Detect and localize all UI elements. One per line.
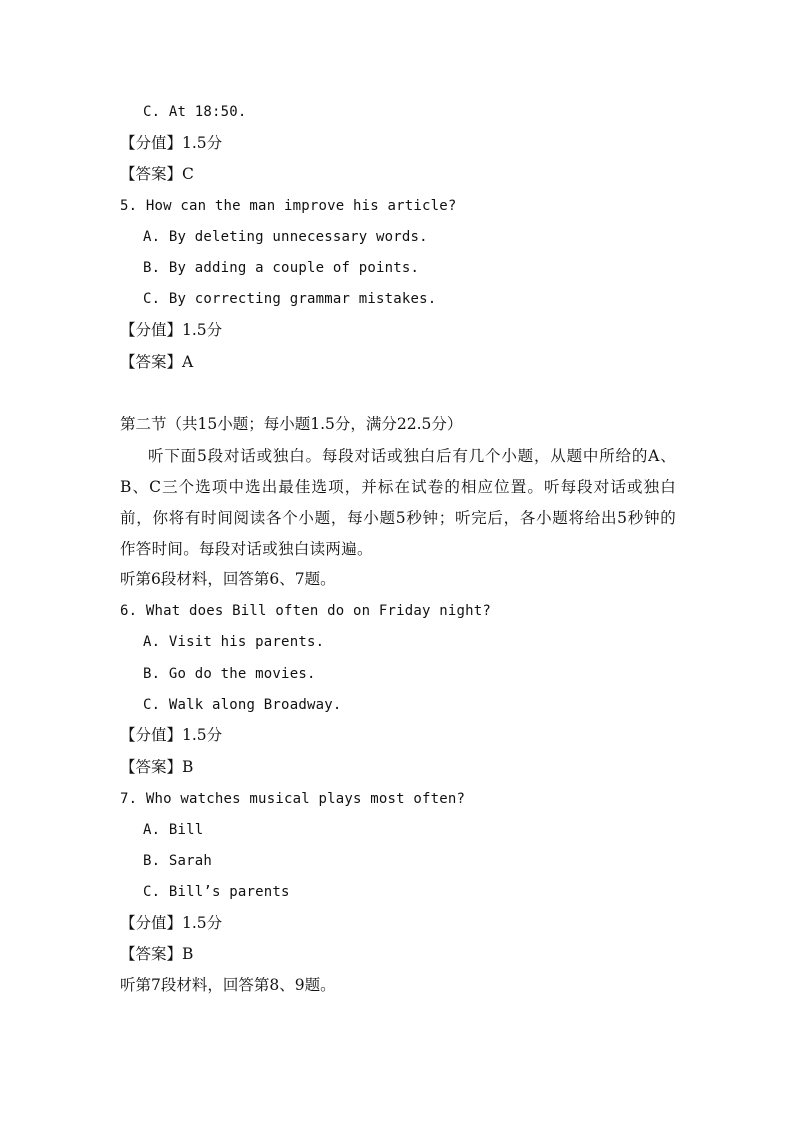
section2-heading: 第二节（共15小题；每小题1.5分，满分22.5分） (120, 415, 463, 433)
q4-option-c: C. At 18:50. (143, 104, 247, 120)
q7-answer: 【答案】B (120, 945, 194, 963)
q6-option-b: B. Go do the movies. (143, 666, 316, 682)
q7-score: 【分值】1.5分 (120, 914, 223, 932)
q7-option-a: A. Bill (143, 822, 204, 838)
q5-question: 5. How can the man improve his article? (120, 198, 457, 214)
q5-option-a: A. By deleting unnecessary words. (143, 229, 428, 245)
section2-instructions: 听下面5段对话或独白。每段对话或独白后有几个小题，从题中所给的A、B、C三个选项中选出最佳选项，并标在试卷的相应位置。听每段对话或独白前，你将有时间阅读各个小题，每小题5秒钟；听完后，各小题将给出5秒钟的作答时间。每段对话或独白读两遍。 (120, 447, 676, 558)
q6-score: 【分值】1.5分 (120, 726, 223, 744)
q5-option-b: B. By adding a couple of points. (143, 260, 420, 276)
q6-option-a: A. Visit his parents. (143, 634, 325, 650)
q6-option-c: C. Walk along Broadway. (143, 697, 342, 713)
q7-option-b: B. Sarah (143, 853, 213, 869)
q5-answer: 【答案】A (120, 353, 194, 371)
q7-question: 7. Who watches musical plays most often? (120, 791, 466, 807)
q4-answer: 【答案】C (120, 165, 194, 183)
material6-heading: 听第6段材料，回答第6、7题。 (120, 570, 336, 588)
q4-score: 【分值】1.5分 (120, 134, 223, 152)
q5-option-c: C. By correcting grammar mistakes. (143, 291, 437, 307)
q6-answer: 【答案】B (120, 758, 194, 776)
q7-option-c: C. Bill’s parents (143, 884, 290, 900)
q6-question: 6. What does Bill often do on Friday night? (120, 603, 492, 619)
q5-score: 【分值】1.5分 (120, 321, 223, 339)
material7-heading: 听第7段材料，回答第8、9题。 (120, 976, 336, 994)
